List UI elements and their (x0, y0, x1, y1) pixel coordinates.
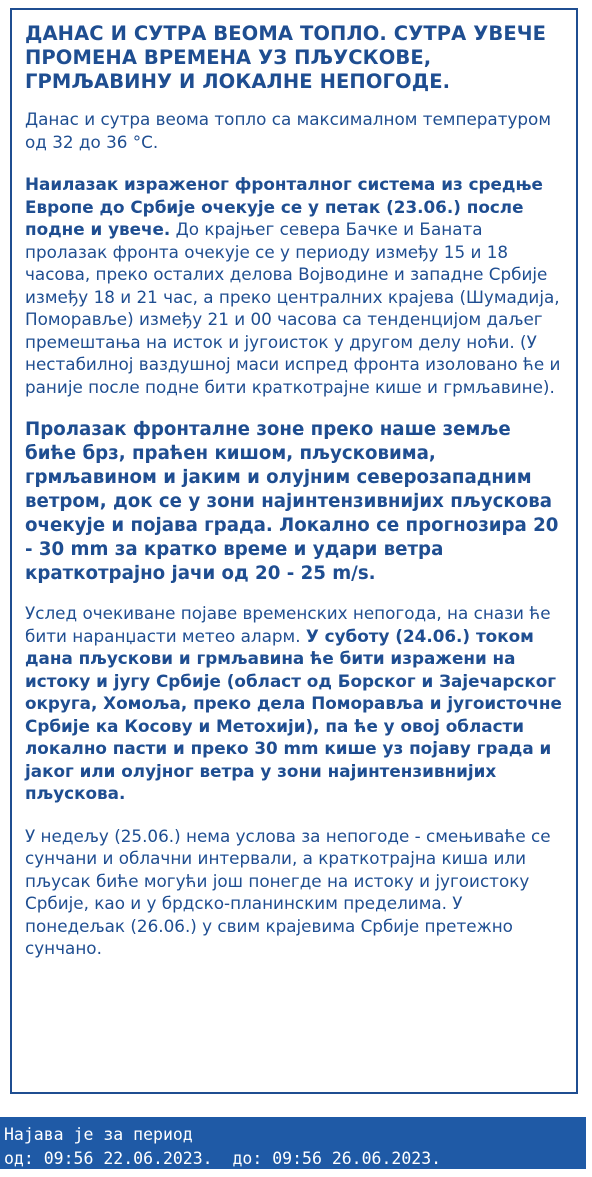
saturday-forecast-highlight: У суботу (24.06.) током дана пљускови и грмљавина ће бити изражени на истоку и југу Србије (област од Борског и Зајечарског округа, Хомоља, преко дела Поморавља и југоисточне Србије ка Косову и Метохији), па ће у овој области локално пасти и преко 30 mm кише уз појаву града и јаког или олујног ветра у зони најинтензивнијих пљускова. (25, 625, 562, 803)
weather-bulletin (10, 8, 578, 1094)
period-range: од: 09:56 22.06.2023. до: 09:56 26.06.2023. (4, 1149, 442, 1168)
bulletin-front-paragraph (25, 173, 563, 398)
period-heading: Најава је за период (4, 1125, 193, 1144)
bulletin-weekend-paragraph: У недељу (25.06.) нема услова за непогоде - смењиваће се сунчани и облачни интервали, а краткотрајна киша или пљусак биће могући још понегде на истоку и југоистоку Србије, као и у брдско-планинским пределима. У понедељак (26.06.) у свим крајевима Србије претежно сунчано. (25, 825, 551, 958)
bulletin-alarm-paragraph (25, 602, 563, 805)
orange-alarm-text: Услед очекиване појаве временских непогода, на снази ће бити наранџасти метео аларм. (25, 603, 551, 646)
front-arrival-highlight: Наилазак израженог фронталног система из средње Европе до Србије очекује се у петак (23.06.) после подне и увече. (25, 174, 543, 239)
front-timing-text: До крајњег севера Бачке и Баната пролазак фронта очекује се у периоду између 15 и 18 часова, преко осталих делова Војводине и западне Србије између 18 и 21 час, а преко централних крајева (Шумадија, Поморавље) између 21 и 00 часова са тенденцијом даљег премештања на исток и југоисток у другом делу ноћи. (У нестабилној ваздушној маси испред фронта изоловано ће и раније после подне бити краткотрајне кише и грмљавине). (25, 219, 561, 397)
bulletin-title: ДАНАС И СУТРА ВЕОМА ТОПЛО. СУТРА УВЕЧЕ ПРОМЕНА ВРЕМЕНА УЗ ПЉУСКОВЕ, ГРМЉАВИНУ И ЛОКАЛНЕ НЕПОГОДЕ. (25, 22, 547, 93)
bulletin-storm-paragraph: Пролазак фронталне зоне преко наше земље биће брз, праћен кишом, пљусковима, грмљавином и јаким и олујним северозападним ветром, док се у зони најинтензивнијих пљускова очекује и појава града. Локално се прогнозира 20 - 30 mm за кратко време и удари ветра краткотрајно јачи од 20 - 25 m/s. (25, 419, 559, 584)
bulletin-temperature-paragraph: Данас и сутра веома топло са максималном температуром од 32 до 36 °C. (25, 109, 551, 152)
forecast-period-bar (0, 1117, 586, 1169)
